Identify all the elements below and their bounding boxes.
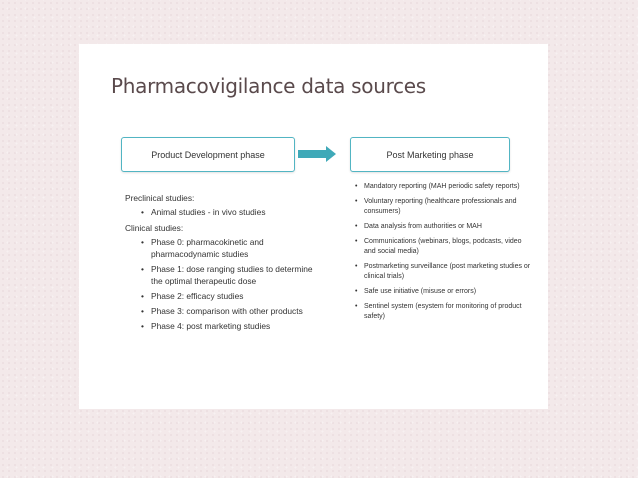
clinical-list bbox=[125, 236, 325, 332]
slide bbox=[79, 44, 548, 409]
post-marketing-content bbox=[355, 182, 535, 327]
preclinical-list bbox=[125, 206, 325, 218]
list-item: • Phase 4: post marketing studies bbox=[125, 320, 325, 332]
product-development-phase-box: Product Development phase bbox=[121, 137, 295, 172]
preclinical-heading: Preclinical studies: bbox=[125, 193, 195, 203]
clinical-heading: Clinical studies: bbox=[125, 223, 184, 233]
list-item: • Phase 1: dose ranging studies to determine the optimal therapeutic dose bbox=[125, 263, 325, 287]
list-item: • Mandatory reporting (MAH periodic safety reports) bbox=[355, 182, 535, 192]
list-item: • Phase 3: comparison with other products bbox=[125, 305, 325, 317]
list-item: • Data analysis from authorities or MAH bbox=[355, 222, 535, 232]
list-item: • Phase 2: efficacy studies bbox=[125, 290, 325, 302]
right-arrow-icon bbox=[298, 146, 336, 162]
list-item: • Animal studies - in vivo studies bbox=[125, 206, 325, 218]
list-item: • Sentinel system (esystem for monitoring of product safety) bbox=[355, 302, 535, 322]
product-development-content bbox=[125, 188, 325, 336]
slide-title: Pharmacovigilance data sources bbox=[111, 74, 426, 98]
list-item: • Safe use initiative (misuse or errors) bbox=[355, 287, 535, 297]
post-marketing-phase-box: Post Marketing phase bbox=[350, 137, 510, 172]
post-marketing-list bbox=[355, 182, 535, 322]
list-item: • Voluntary reporting (healthcare professionals and consumers) bbox=[355, 197, 535, 217]
list-item: • Phase 0: pharmacokinetic and pharmacodynamic studies bbox=[125, 236, 325, 260]
list-item: • Postmarketing surveillance (post marketing studies or clinical trials) bbox=[355, 262, 535, 282]
list-item: • Communications (webinars, blogs, podcasts, video and social media) bbox=[355, 237, 535, 257]
